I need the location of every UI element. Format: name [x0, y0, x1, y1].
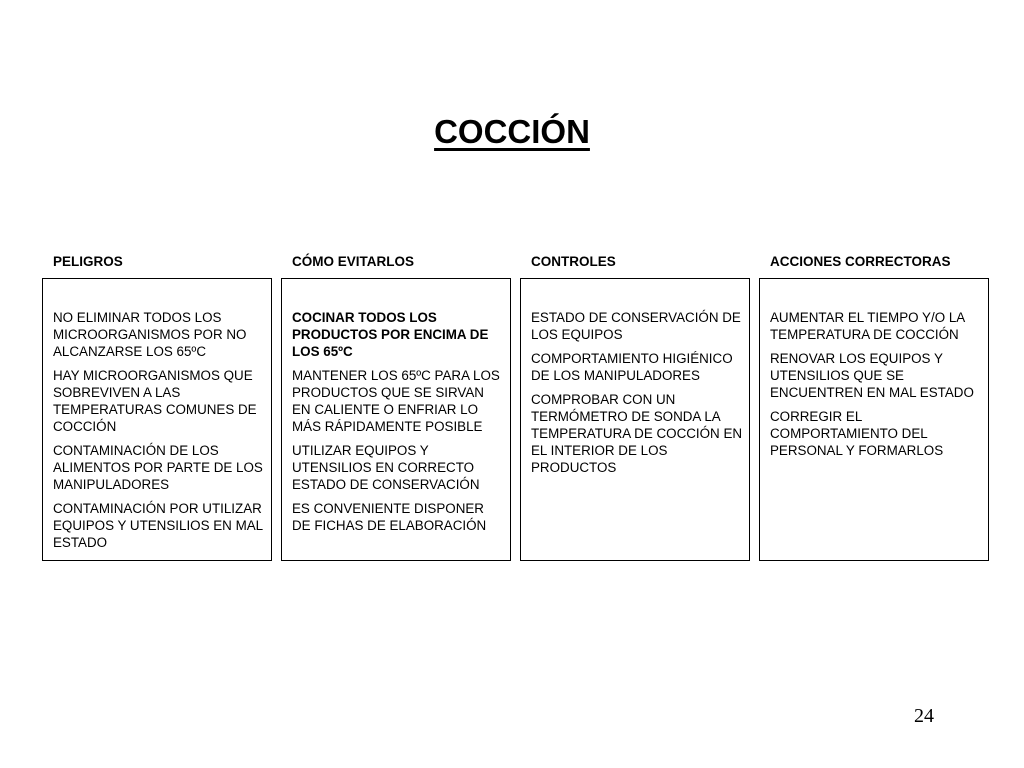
list-item: UTILIZAR EQUIPOS Y UTENSILIOS EN CORRECTO ESTADO DE CONSERVACIÓN — [292, 443, 480, 492]
list-item: HAY MICROORGANISMOS QUE SOBREVIVEN A LAS TEMPERATURAS COMUNES DE COCCIÓN — [53, 368, 257, 434]
column-box-peligros — [42, 278, 272, 561]
column-acciones-correctoras — [759, 254, 991, 458]
list-item: COCINAR TODOS LOS PRODUCTOS POR ENCIMA DE LOS 65ºC — [292, 310, 489, 359]
list-item: COMPORTAMIENTO HIGIÉNICO DE LOS MANIPULADORES — [531, 351, 733, 383]
slide-title — [0, 112, 1024, 152]
item-list-como-evitarlos — [282, 279, 510, 534]
list-item: CONTAMINACIÓN DE LOS ALIMENTOS POR PARTE DE LOS MANIPULADORES — [53, 443, 263, 492]
item-list-controles — [521, 279, 749, 476]
column-box-controles — [520, 278, 750, 561]
list-item: ESTADO DE CONSERVACIÓN DE LOS EQUIPOS — [531, 310, 741, 342]
column-peligros — [42, 254, 274, 550]
column-controles — [520, 254, 752, 475]
list-item: AUMENTAR EL TIEMPO Y/O LA TEMPERATURA DE COCCIÓN — [770, 310, 965, 342]
column-header-como-evitarlos: CÓMO EVITARLOS — [292, 254, 415, 269]
list-item: NO ELIMINAR TODOS LOS MICROORGANISMOS POR NO ALCANZARSE LOS 65ºC — [53, 310, 247, 359]
item-list-peligros — [43, 279, 271, 551]
list-item: CONTAMINACIÓN POR UTILIZAR EQUIPOS Y UTENSILIOS EN MAL ESTADO — [53, 501, 263, 550]
slide-title-text: COCCIÓN — [434, 113, 590, 150]
item-list-acciones-correctoras — [760, 279, 988, 459]
column-como-evitarlos — [281, 254, 513, 533]
list-item: RENOVAR LOS EQUIPOS Y UTENSILIOS QUE SE ENCUENTREN EN MAL ESTADO — [770, 351, 974, 400]
list-item: MANTENER LOS 65ºC PARA LOS PRODUCTOS QUE SE SIRVAN EN CALIENTE O ENFRIAR LO MÁS RÁPIDAMENTE POSIBLE — [292, 368, 500, 434]
list-item: CORREGIR EL COMPORTAMIENTO DEL PERSONAL Y FORMARLOS — [770, 409, 944, 458]
column-box-acciones-correctoras — [759, 278, 989, 561]
list-item: COMPROBAR CON UN TERMÓMETRO DE SONDA LA TEMPERATURA DE COCCIÓN EN EL INTERIOR DE LOS PRODUCTOS — [531, 392, 743, 475]
column-header-controles: CONTROLES — [531, 254, 616, 269]
list-item: ES CONVENIENTE DISPONER DE FICHAS DE ELABORACIÓN — [292, 501, 487, 533]
column-header-acciones-correctoras: ACCIONES CORRECTORAS — [770, 254, 951, 269]
column-header-peligros: PELIGROS — [53, 254, 123, 269]
column-box-como-evitarlos — [281, 278, 511, 561]
page-number: 24 — [914, 705, 934, 727]
